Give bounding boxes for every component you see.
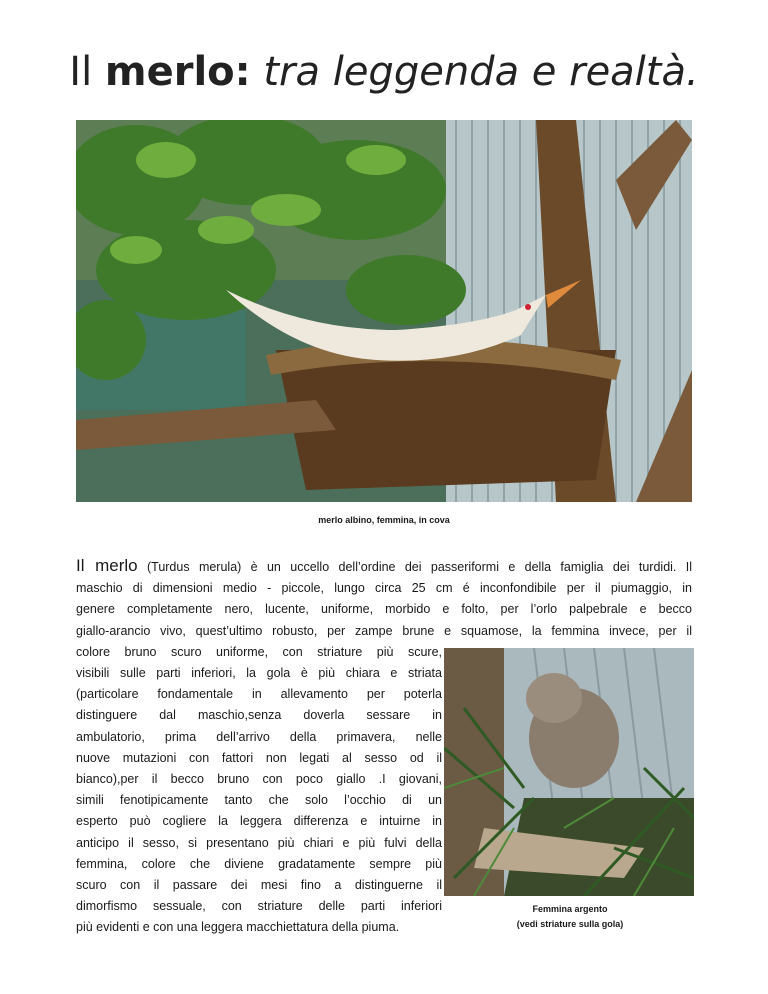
photo-caption-2 (470, 902, 670, 932)
silver-female-photo (444, 648, 694, 896)
text-line: visibili sulle parti inferiori, la gola è più chiara e striata (76, 666, 442, 681)
caption-title: Femmina argento (532, 904, 608, 914)
text-line: più evidenti e con una leggera macchiettatura della piuma. (76, 920, 400, 935)
albino-blackbird-photo (76, 120, 692, 502)
silver-female-illustration (444, 648, 694, 896)
text-line: scuro con il passare dei mesi fino a distinguerne il (76, 878, 442, 893)
text-line: colore bruno scuro uniforme, con striature più scure, (76, 644, 442, 659)
text-line: dimorfismo sessuale, con striature delle parti inferiori (76, 899, 442, 914)
text-line: bianco),per il becco bruno con poco giallo .I giovani, (76, 772, 442, 787)
lead-term: Il merlo (76, 556, 138, 575)
text-line: (particolare fondamentale in allevamento per poterla (76, 687, 442, 702)
albino-blackbird-illustration (76, 120, 692, 502)
text-line: nuove mutazioni con fattori non legati al sesso od il (76, 750, 442, 765)
caption-note: (vedi striature sulla gola) (516, 919, 624, 929)
text-line: esperto può cogliere la leggera differenza e intuirne in (76, 814, 442, 829)
text-line: maschio di dimensioni medio - piccole, lungo circa 25 cm é inconfondibile per il piumaggio, in (76, 581, 692, 596)
text-line: genere completamente nero, lucente, uniforme, morbido e folto, per l’orlo palpebrale e becco (76, 602, 692, 617)
text-line: distinguere dal maschio,senza doverla sessare in (76, 708, 442, 723)
text-line: femmina, colore che diviene gradatamente sempre più (76, 856, 442, 871)
text-line: anticipo il sesso, si presentano più chiari e più fulvi della (76, 835, 442, 850)
text-line: ambulatorio, prima dell’arrivo della primavera, nelle (76, 729, 442, 744)
text-line: Il merlo (Turdus merula) è un uccello dell’ordine dei passeriformi e della famiglia dei turdidi. Il (76, 556, 692, 575)
text-line: simili fenotipicamente tanto che solo l’occhio di un (76, 793, 442, 808)
text-line: giallo-arancio vivo, quest’ultimo robusto, per zampe brune e squamose, la femmina invece, per il (76, 623, 692, 638)
photo-caption: merlo albino, femmina, in cova (318, 515, 450, 525)
page-title: Il merlo: tra leggenda e realtà. (69, 49, 699, 95)
